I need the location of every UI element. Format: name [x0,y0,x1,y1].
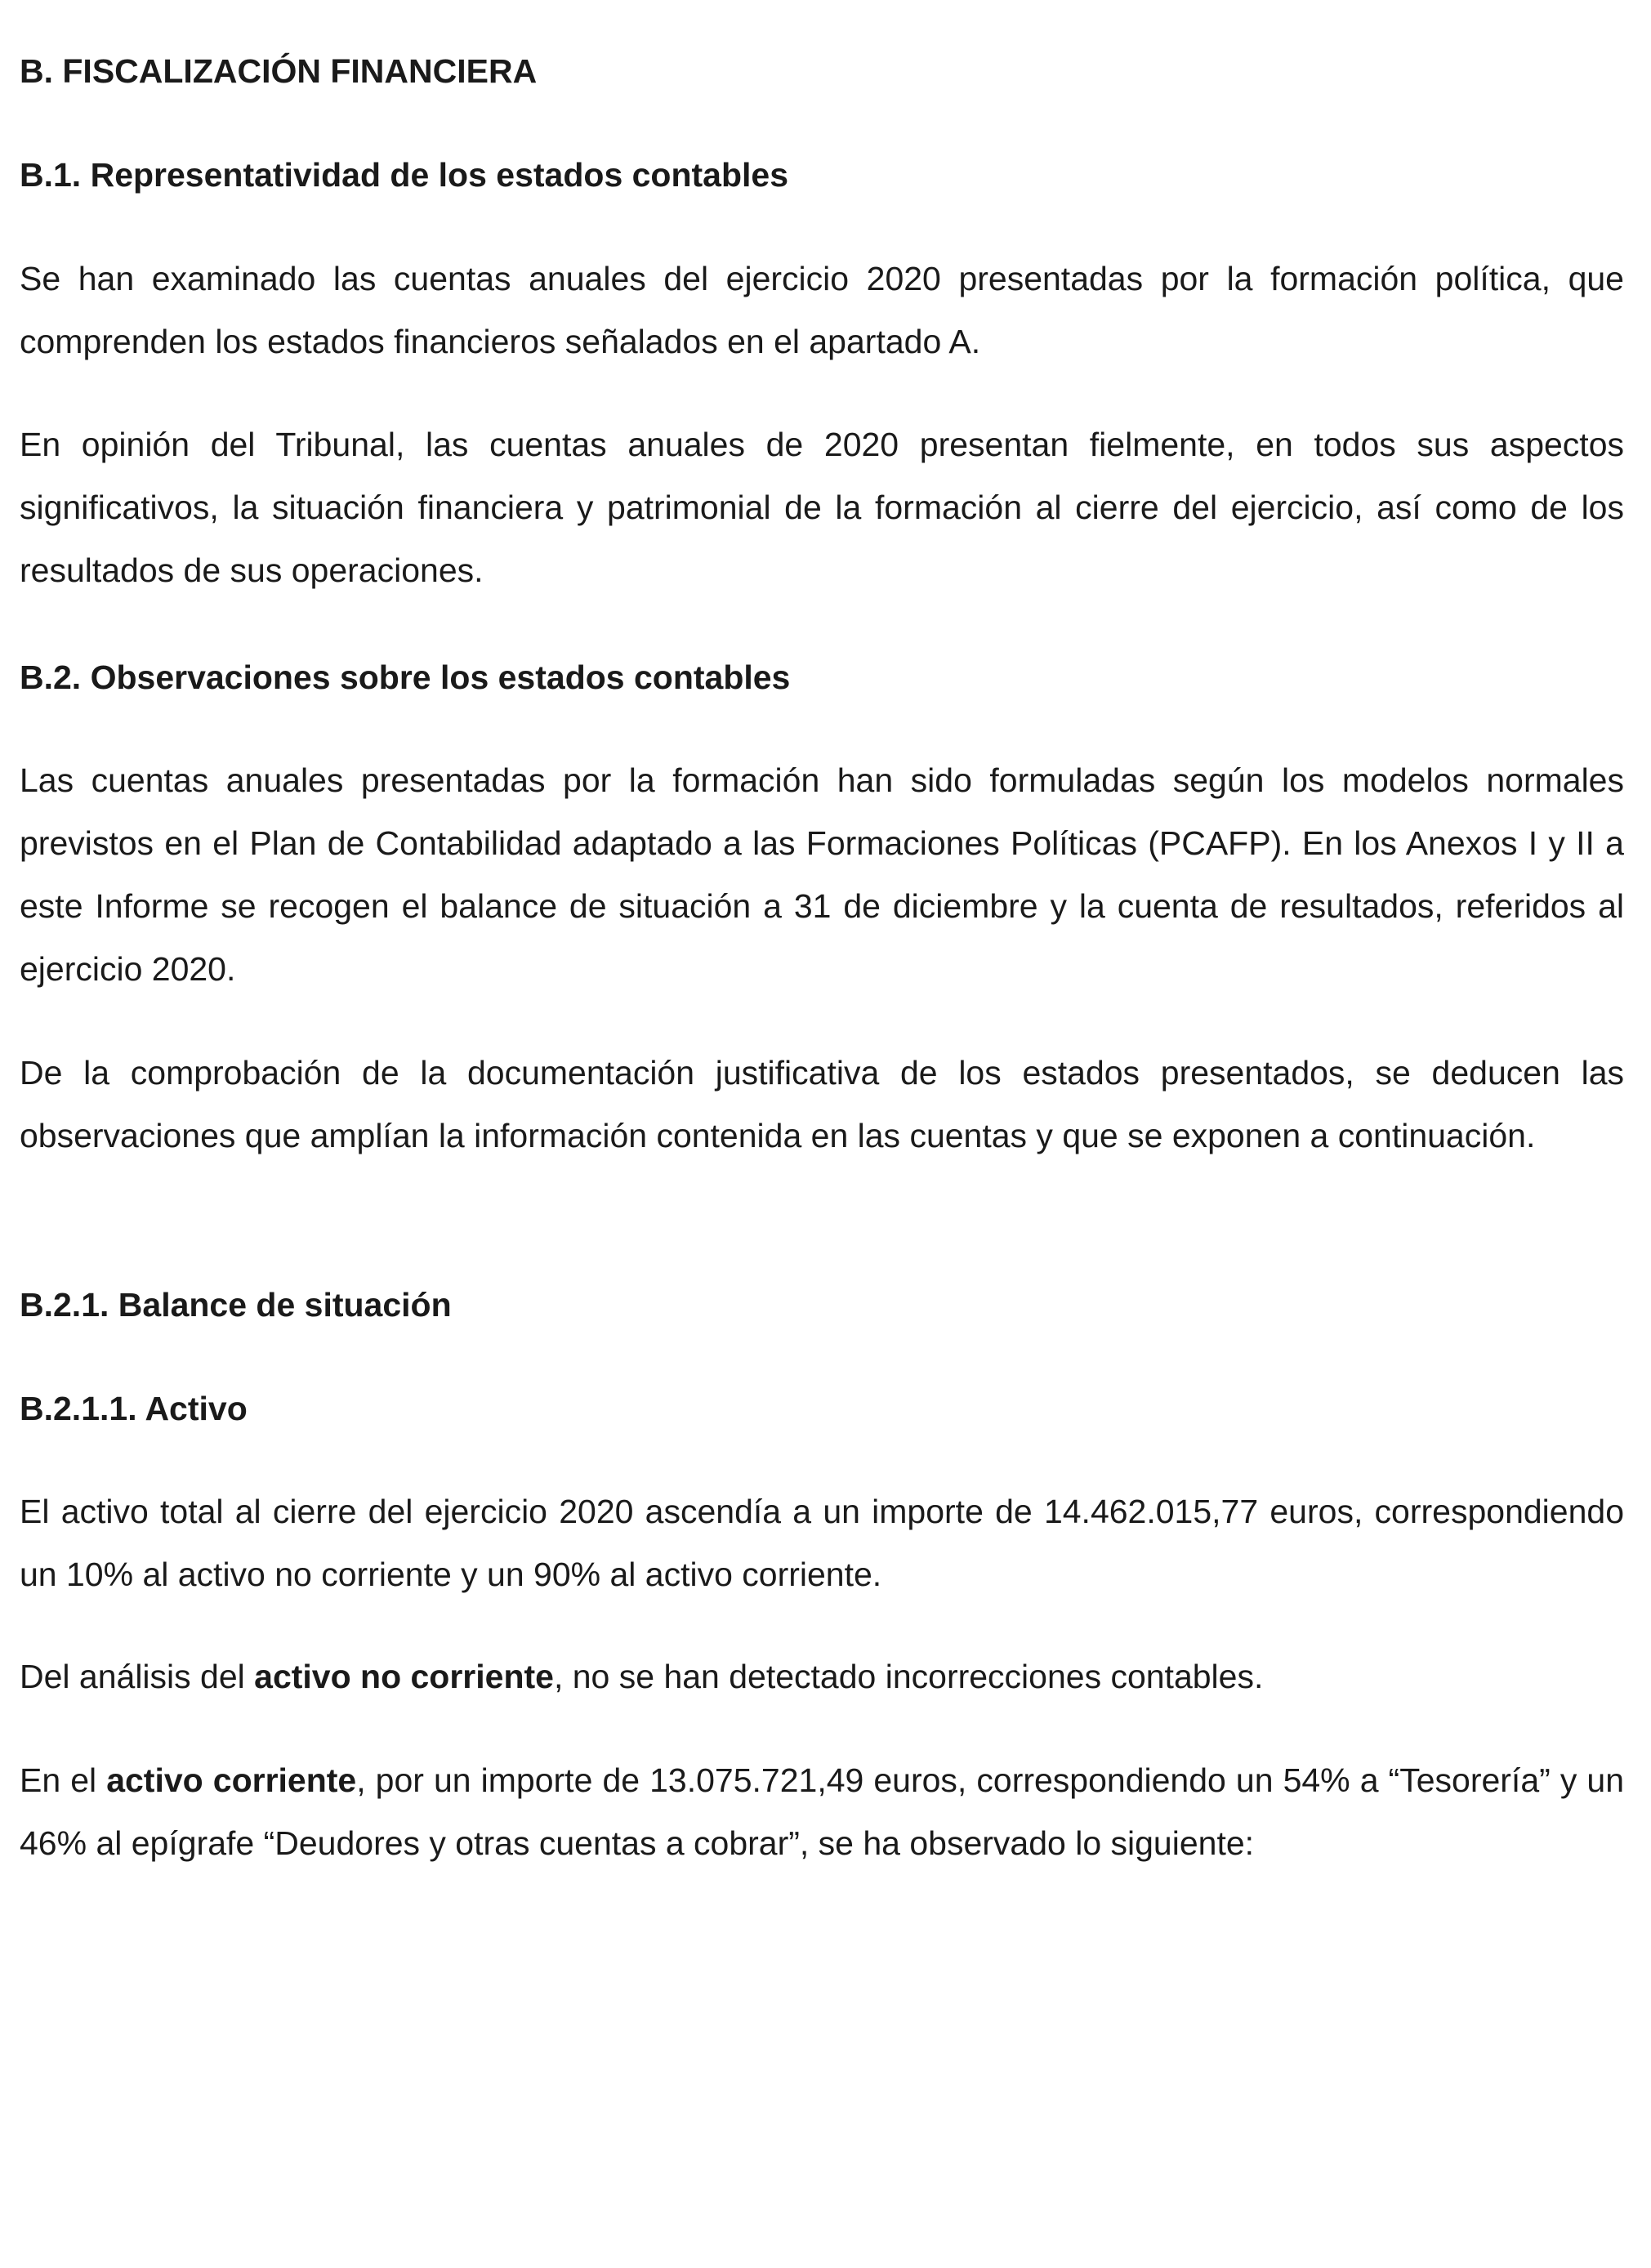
paragraph-b1-1: Se han examinado las cuentas anuales del ejercicio 2020 presentadas por la formación política, que comprenden los estados financieros señalados en el apartado A. [20,260,1624,360]
heading-b21: B.2.1. Balance de situación [20,1286,452,1324]
paragraph-b211-1: El activo total al cierre del ejercicio 2020 ascendía a un importe de 14.462.015,77 euros, correspondiendo un 10% al activo no corriente y un 90% al activo corriente. [20,1493,1624,1593]
bold-activo-no-corriente: activo no corriente [254,1658,554,1695]
paragraph-b2-2: De la comprobación de la documentación justificativa de los estados presentados, se deducen las observaciones que amplían la información contenida en las cuentas y que se exponen a continuación. [20,1054,1624,1154]
paragraph-b211-2: Del análisis del activo no corriente, no se han detectado incorrecciones contables. [20,1658,1264,1695]
heading-b211: B.2.1.1. Activo [20,1390,248,1427]
heading-b1: B.1. Representatividad de los estados contables [20,156,789,194]
heading-b2: B.2. Observaciones sobre los estados contables [20,659,791,696]
paragraph-b211-3: En el activo corriente, por un importe de 13.075.721,49 euros, correspondiendo un 54% a “Tesorería” y un 46% al epígrafe “Deudores y otras cuentas a cobrar”, se ha observado lo siguiente: [20,1761,1625,1862]
bold-activo-corriente: activo corriente [106,1761,357,1799]
section-title: B. FISCALIZACIÓN FINANCIERA [20,52,538,90]
paragraph-b2-1: Las cuentas anuales presentadas por la formación han sido formuladas según los modelos normales previstos en el Plan de Contabilidad adaptado a las Formaciones Políticas (PCAFP). En los Anexos I y II a este Informe se recogen el balance de situación a 31 de diciembre y la cuenta de resultados, referidos al ejercicio 2020. [20,761,1624,988]
paragraph-b1-2: En opinión del Tribunal, las cuentas anuales de 2020 presentan fielmente, en todos sus aspectos significativos, la situación financiera y patrimonial de la formación al cierre del ejercicio, así como de los resultados de sus operaciones. [20,426,1624,589]
